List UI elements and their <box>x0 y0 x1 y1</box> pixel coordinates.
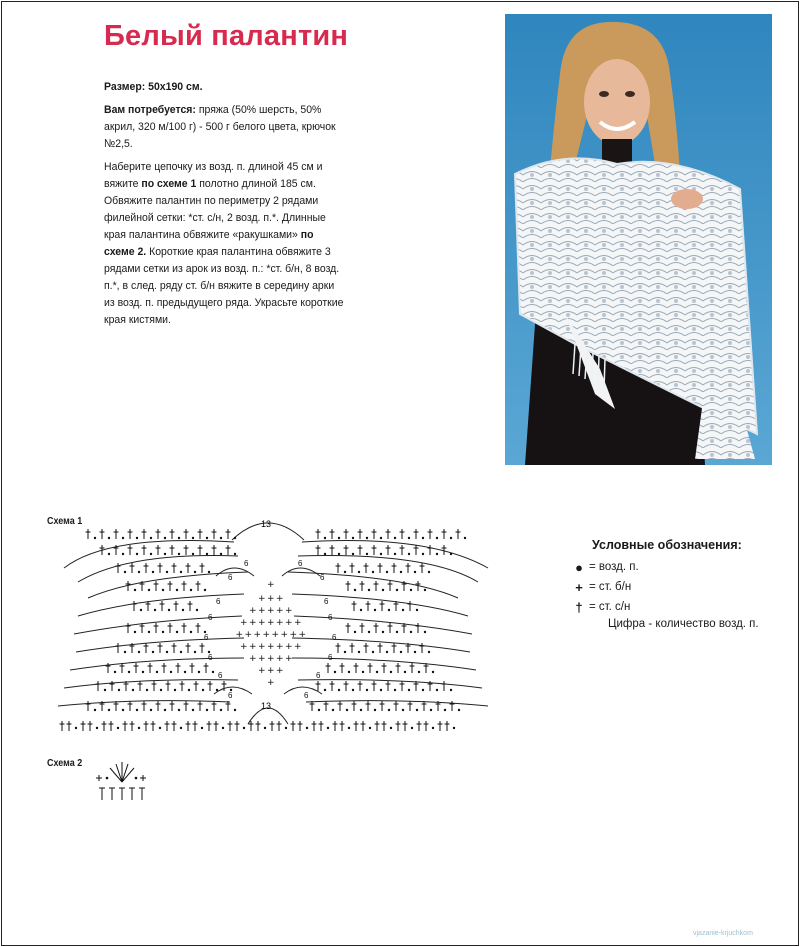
size-value: 50x190 см. <box>148 81 203 93</box>
single-crochet: + <box>267 594 275 604</box>
single-crochet: + <box>258 594 266 604</box>
chain-stitch <box>348 671 350 673</box>
chart-loop-count: 6 <box>228 691 233 700</box>
chain-stitch <box>122 553 124 555</box>
chain-stitch <box>134 631 136 633</box>
chain-stitch <box>348 727 350 729</box>
chain-stitch <box>334 671 336 673</box>
legend-item <box>572 577 759 597</box>
chain-stitch <box>410 589 412 591</box>
schema1-ref: по схеме 1 <box>141 178 197 190</box>
chain-stitch <box>136 537 138 539</box>
chain-stitch <box>220 537 222 539</box>
legend-text: = возд. п. <box>589 561 639 573</box>
schema2-chart <box>94 760 156 805</box>
chain-stitch <box>164 553 166 555</box>
chain-stitch <box>184 671 186 673</box>
chain-stitch <box>344 651 346 653</box>
chain-stitch <box>436 537 438 539</box>
chain-stitch <box>222 727 224 729</box>
chain-stitch <box>174 689 176 691</box>
chain-stitch <box>108 553 110 555</box>
chain-stitch <box>216 689 218 691</box>
chain-stitch <box>366 537 368 539</box>
chain-stitch <box>96 727 98 729</box>
chain-stitch <box>436 553 438 555</box>
chain-stitch <box>152 571 154 573</box>
chart-loop-count: 6 <box>298 559 303 568</box>
legend-item <box>572 597 759 617</box>
chain-stitch <box>94 709 96 711</box>
dot-icon: ● <box>575 559 583 575</box>
chain-stitch <box>192 537 194 539</box>
chain-stitch <box>146 689 148 691</box>
single-crochet: + <box>253 630 262 640</box>
chain-stitch <box>198 671 200 673</box>
dagger-icon: † <box>575 599 583 615</box>
chain-stitch <box>206 537 208 539</box>
chart-arch-count: 13 <box>261 519 272 529</box>
single-crochet: + <box>244 630 253 640</box>
chain-stitch <box>234 709 236 711</box>
single-crochet: + <box>267 606 275 616</box>
single-crochet: + <box>285 606 293 616</box>
chain-stitch <box>324 689 326 691</box>
chain-stitch <box>380 689 382 691</box>
single-crochet: + <box>249 654 257 664</box>
chain-stitch <box>402 609 404 611</box>
chain-stitch <box>182 609 184 611</box>
chain-stitch <box>138 651 140 653</box>
chain-stitch <box>386 651 388 653</box>
chain-stitch <box>148 631 150 633</box>
single-crochet: + <box>249 606 257 616</box>
chain-stitch <box>344 571 346 573</box>
chain-stitch <box>178 553 180 555</box>
chain-stitch <box>108 537 110 539</box>
chain-stitch <box>366 689 368 691</box>
chain-stitch <box>154 609 156 611</box>
chain-stitch <box>162 589 164 591</box>
chain-stitch <box>396 589 398 591</box>
chain-stitch <box>204 589 206 591</box>
chain-stitch <box>369 727 371 729</box>
chain-stitch <box>404 671 406 673</box>
chain-stitch <box>408 553 410 555</box>
chain-stitch <box>212 671 214 673</box>
chain-stitch <box>243 727 245 729</box>
chain-stitch <box>94 537 96 539</box>
chain-stitch <box>168 609 170 611</box>
chain-stitch <box>464 537 466 539</box>
chain-stitch <box>75 727 77 729</box>
single-crochet: + <box>262 630 271 640</box>
chart-loop-count: 6 <box>328 613 333 622</box>
chart-arch-count: 13 <box>261 701 272 711</box>
single-crochet: + <box>294 618 302 628</box>
single-crochet: + <box>280 630 289 640</box>
model-photo <box>505 14 772 465</box>
chain-stitch <box>176 589 178 591</box>
single-crochet: + <box>258 642 266 652</box>
chain-stitch <box>124 651 126 653</box>
chain-stitch <box>424 631 426 633</box>
materials-line <box>104 102 345 153</box>
chain-stitch <box>388 609 390 611</box>
materials-text: пряжа (50% шерсть, 50% акрил, 320 м/100 г) - 500 г белого цвета, крючок №2,5. <box>104 104 336 150</box>
chain-stitch <box>178 537 180 539</box>
chain-stitch <box>196 609 198 611</box>
single-crochet: + <box>267 666 275 676</box>
chain-stitch <box>424 589 426 591</box>
chain-stitch <box>414 651 416 653</box>
chain-stitch <box>382 631 384 633</box>
chain-stitch <box>164 537 166 539</box>
chain-stitch <box>190 589 192 591</box>
chain-stitch <box>192 709 194 711</box>
size-label: Размер: <box>104 81 146 93</box>
chart-loop-count: 6 <box>332 633 337 642</box>
chain-stitch <box>117 727 119 729</box>
chart-loop-count: 6 <box>228 573 233 582</box>
single-crochet: + <box>285 654 293 664</box>
chain-stitch <box>418 671 420 673</box>
chain-stitch <box>180 571 182 573</box>
chain-stitch <box>162 631 164 633</box>
schema2-label: Схема 2 <box>47 758 83 769</box>
chain-stitch <box>156 671 158 673</box>
chain-stitch <box>176 631 178 633</box>
chain-stitch <box>150 537 152 539</box>
chain-stitch <box>390 727 392 729</box>
chain-stitch <box>128 671 130 673</box>
chain-stitch <box>220 709 222 711</box>
single-crochet: + <box>258 606 266 616</box>
chain-stitch <box>366 553 368 555</box>
chain-stitch <box>136 709 138 711</box>
chain-stitch <box>264 727 266 729</box>
chain-stitch <box>400 571 402 573</box>
chain-stitch <box>208 571 210 573</box>
chain-stitch <box>450 537 452 539</box>
chain-stitch <box>414 571 416 573</box>
single-crochet: + <box>267 642 275 652</box>
single-crochet: + <box>271 630 280 640</box>
single-crochet: + <box>235 630 244 640</box>
chain-stitch <box>188 689 190 691</box>
chain-stitch <box>394 553 396 555</box>
legend <box>572 538 759 630</box>
page-title: Белый палантин <box>104 20 349 52</box>
chain-stitch <box>346 709 348 711</box>
chain-stitch <box>132 689 134 691</box>
chain-stitch <box>234 553 236 555</box>
single-crochet: + <box>240 642 248 652</box>
chart-loop-count: 6 <box>304 691 309 700</box>
chart-loop-count: 6 <box>316 671 321 680</box>
chain-stitch <box>411 727 413 729</box>
chart-loop-count: 6 <box>244 559 249 568</box>
single-crochet: + <box>249 642 257 652</box>
chain-stitch <box>148 589 150 591</box>
single-crochet: + <box>267 678 275 688</box>
chart-loop-count: 6 <box>218 671 223 680</box>
chain-stitch <box>140 609 142 611</box>
chain-stitch <box>306 727 308 729</box>
pattern-description <box>104 79 345 335</box>
watermark: vjazanie-krjuchkom <box>693 930 753 937</box>
single-crochet: + <box>298 630 307 640</box>
chain-stitch <box>118 689 120 691</box>
single-crochet: + <box>258 666 266 676</box>
chain-stitch <box>152 651 154 653</box>
single-crochet: + <box>276 654 284 664</box>
chain-stitch <box>380 553 382 555</box>
chain-stitch <box>138 727 140 729</box>
chain-stitch <box>428 651 430 653</box>
chain-stitch <box>360 709 362 711</box>
chain-stitch <box>104 689 106 691</box>
single-crochet: + <box>267 580 275 590</box>
chain-stitch <box>352 553 354 555</box>
instructions-part: Короткие края палантина обвяжите 3 рядами сетки из арок из возд. п.: *ст. б/н, 8 возд. п.*, в след. ряду ст. б/н вяжите в середину арки из возд. п. предыдущего ряда. Украсьте короткие края кистями. <box>104 246 344 326</box>
chain-stitch <box>394 689 396 691</box>
chain-stitch <box>410 631 412 633</box>
chain-stitch <box>388 709 390 711</box>
chain-stitch <box>150 553 152 555</box>
chain-stitch <box>170 671 172 673</box>
chain-stitch <box>382 589 384 591</box>
single-crochet: + <box>267 654 275 664</box>
chain-stitch <box>180 651 182 653</box>
chain-stitch <box>166 651 168 653</box>
single-crochet: + <box>285 642 293 652</box>
chain-stitch <box>432 671 434 673</box>
chain-stitch <box>194 651 196 653</box>
chain-stitch <box>150 709 152 711</box>
chain-stitch <box>436 689 438 691</box>
chain-stitch <box>285 727 287 729</box>
chain-stitch <box>324 537 326 539</box>
chain-stitch <box>450 553 452 555</box>
chain-stitch <box>450 689 452 691</box>
plus-icon: + <box>575 579 583 595</box>
chart-loop-count: 6 <box>324 597 329 606</box>
chain-stitch <box>202 689 204 691</box>
instructions-text <box>104 159 345 329</box>
chain-stitch <box>416 609 418 611</box>
legend-title: Условные обозначения: <box>592 538 742 552</box>
schema1-label: Схема 1 <box>47 516 83 527</box>
chain-stitch <box>422 689 424 691</box>
chain-stitch <box>332 709 334 711</box>
chain-stitch <box>124 571 126 573</box>
schema1-chart <box>48 512 498 744</box>
single-crochet: + <box>249 618 257 628</box>
chain-stitch <box>201 727 203 729</box>
chain-stitch <box>396 631 398 633</box>
chain-stitch <box>180 727 182 729</box>
chain-stitch <box>122 537 124 539</box>
chain-stitch <box>338 689 340 691</box>
chain-stitch <box>390 671 392 673</box>
chain-stitch <box>422 537 424 539</box>
chain-stitch <box>444 709 446 711</box>
chart-loop-count: 6 <box>320 573 325 582</box>
chain-stitch <box>432 727 434 729</box>
chain-stitch <box>327 727 329 729</box>
chart-loop-count: 6 <box>328 653 333 662</box>
chain-stitch <box>206 553 208 555</box>
chain-stitch <box>164 709 166 711</box>
chain-stitch <box>159 727 161 729</box>
single-crochet: + <box>276 606 284 616</box>
chart-loop-count: 6 <box>204 633 209 642</box>
chain-stitch <box>136 553 138 555</box>
chain-stitch <box>134 589 136 591</box>
single-crochet: + <box>258 654 266 664</box>
chain-stitch <box>318 709 320 711</box>
chain-stitch <box>422 553 424 555</box>
legend-note: Цифра - количество возд. п. <box>608 618 759 630</box>
single-crochet: + <box>267 618 275 628</box>
chain-stitch <box>376 671 378 673</box>
chart-loop-count: 6 <box>208 653 213 662</box>
single-crochet: + <box>276 618 284 628</box>
chain-stitch <box>190 631 192 633</box>
single-crochet: + <box>276 642 284 652</box>
chain-stitch <box>114 671 116 673</box>
chain-stitch <box>380 537 382 539</box>
chain-stitch <box>453 727 455 729</box>
chain-stitch <box>458 709 460 711</box>
instructions-part: полотно длиной 185 см. Обвяжите палантин по периметру 2 рядами филейной сетки: *ст. с/н, 2 возд. п.*. Длинные края палантина обвяжите «ракушками» <box>104 178 326 241</box>
instructions-part: Наберите цепочку из возд. п. длиной 45 см и вяжите <box>104 161 323 190</box>
chain-stitch <box>352 537 354 539</box>
chain-stitch <box>430 709 432 711</box>
chain-stitch <box>178 709 180 711</box>
chain-stitch <box>368 589 370 591</box>
chain-stitch <box>206 709 208 711</box>
chain-stitch <box>428 571 430 573</box>
chain-stitch <box>108 709 110 711</box>
chain-stitch <box>402 709 404 711</box>
chain-stitch <box>338 537 340 539</box>
chain-stitch <box>358 651 360 653</box>
chain-stitch <box>138 571 140 573</box>
chain-stitch <box>400 651 402 653</box>
chain-stitch <box>360 609 362 611</box>
chain-stitch <box>374 609 376 611</box>
chain-stitch <box>166 571 168 573</box>
single-crochet: + <box>289 630 298 640</box>
chain-stitch <box>408 689 410 691</box>
chain-stitch <box>234 537 236 539</box>
chain-stitch <box>386 571 388 573</box>
chain-stitch <box>192 553 194 555</box>
single-crochet: + <box>294 642 302 652</box>
chain-stitch <box>354 631 356 633</box>
single-crochet: + <box>258 618 266 628</box>
chain-stitch <box>160 689 162 691</box>
chain-stitch <box>352 689 354 691</box>
chain-stitch <box>362 671 364 673</box>
legend-text: = ст. б/н <box>589 581 632 593</box>
legend-text: = ст. с/н <box>589 601 631 613</box>
schema2-ref: по схеме 2. <box>104 229 314 258</box>
materials-label: Вам потребуется: <box>104 104 196 116</box>
size-line <box>104 79 345 96</box>
single-crochet: + <box>276 594 284 604</box>
chain-stitch <box>122 709 124 711</box>
chain-stitch <box>358 571 360 573</box>
chain-stitch <box>142 671 144 673</box>
chain-stitch <box>408 537 410 539</box>
chain-stitch <box>368 631 370 633</box>
single-crochet: + <box>285 618 293 628</box>
chain-stitch <box>372 571 374 573</box>
chain-stitch <box>194 571 196 573</box>
chain-stitch <box>324 553 326 555</box>
chain-stitch <box>354 589 356 591</box>
chain-stitch <box>416 709 418 711</box>
legend-item <box>572 557 759 577</box>
chart-loop-count: 6 <box>208 613 213 622</box>
chain-stitch <box>372 651 374 653</box>
chain-stitch <box>338 553 340 555</box>
single-crochet: + <box>276 666 284 676</box>
chain-stitch <box>374 709 376 711</box>
chain-stitch <box>394 537 396 539</box>
chart-loop-count: 6 <box>216 597 221 606</box>
chain-stitch <box>220 553 222 555</box>
single-crochet: + <box>240 618 248 628</box>
